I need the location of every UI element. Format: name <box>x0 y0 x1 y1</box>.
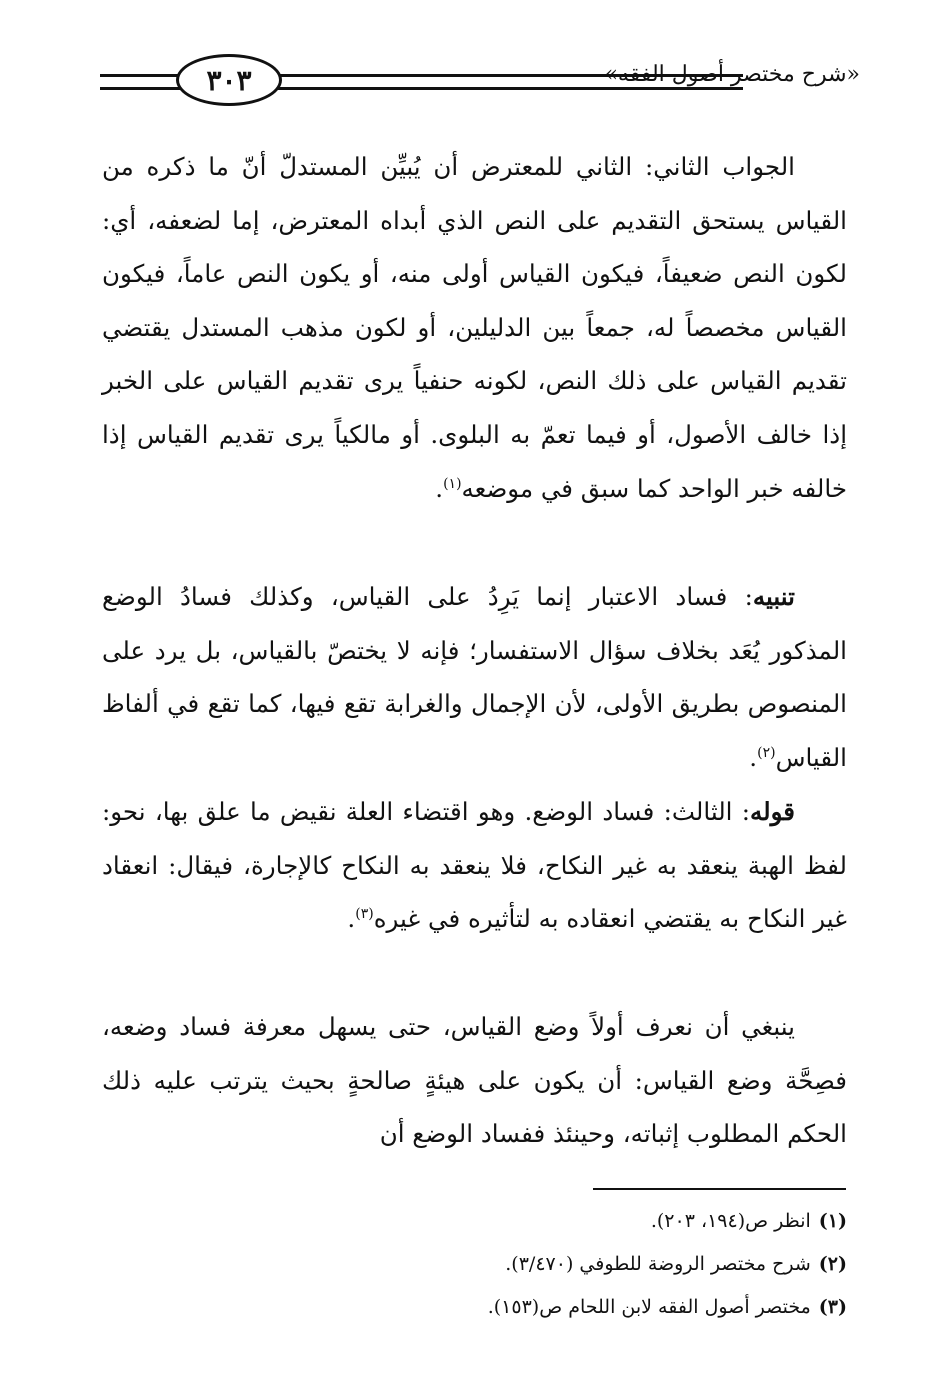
footnote-2 <box>102 1243 847 1286</box>
page-number: ٣٠٣ <box>176 54 282 106</box>
footnotes <box>102 1200 847 1329</box>
footnote-separator <box>593 1188 846 1190</box>
paragraph-3-text: : الثالث: فساد الوضع. وهو اقتضاء العلة نقيض ما علق بها، نحو: لفظ الهبة ينعقد به غير النكاح، فلا ينعقد به النكاح كالإجارة، فيقال: انعقاد غير النكاح به يقتضي انعقاده به لتأثيره في غيره <box>102 797 847 934</box>
paragraph-1 <box>102 140 847 515</box>
paragraph-1-text: الجواب الثاني: الثاني للمعترض أن يُبيِّن المستدلّ أنّ ما ذكره من القياس يستحق التقديم على النص الذي أبداه المعترض، إما لضعفه، أي: لكون النص ضعيفاً، فيكون القياس أولى منه، أو يكون النص عاماً، فيكون القياس مخصصاً له، جمعاً بين الدليلين، أو لكون مذهب المستدل يقتضي تقديم القياس على ذلك النص، لكونه حنفياً يرى تقديم القياس على الخبر إذا خالف الأصول، أو فيما تعمّ به البلوى. أو مالكياً يرى تقديم القياس إذا خالفه خبر الواحد كما سبق في موضعه <box>102 152 847 503</box>
footnote-ref-1: (١) <box>443 475 462 492</box>
header-rule-left <box>100 74 180 90</box>
paragraph-3-lead: قوله <box>750 797 795 826</box>
footnote-ref-3: (٣) <box>355 906 374 923</box>
footnote-1-number: (١) <box>818 1210 847 1232</box>
page-header <box>100 48 860 108</box>
paragraph-1-end: . <box>435 473 444 503</box>
paragraph-2 <box>102 570 847 784</box>
footnote-1-text: انظر ص(١٩٤، ٢٠٣). <box>650 1210 811 1232</box>
paragraph-3-end: . <box>347 904 356 934</box>
footnote-2-text: شرح مختصر الروضة للطوفي (٣/٤٧٠). <box>505 1253 811 1275</box>
running-title: «شرح مختصر أصول الفقه» <box>604 62 860 87</box>
footnote-3-number: (٣) <box>818 1296 847 1318</box>
footnote-ref-2: (٢) <box>757 744 776 761</box>
footnote-3-text: مختصر أصول الفقه لابن اللحام ص(١٥٣). <box>487 1296 811 1318</box>
footnote-1 <box>102 1200 847 1243</box>
paragraph-2-text: : فساد الاعتبار إنما يَرِدُ على القياس، وكذلك فسادُ الوضع المذكور يُعَد بخلاف سؤال الاستفسار؛ فإنه لا يختصّ بالقياس، بل يرد على المنصوص بطريق الأولى، لأن الإجمال والغرابة تقع فيها، كما تقع في ألفاظ القياس <box>102 582 847 772</box>
paragraph-2-lead: تنبيه <box>752 582 795 611</box>
paragraph-3 <box>102 785 847 946</box>
paragraph-2-end: . <box>749 742 758 772</box>
footnote-3 <box>102 1286 847 1329</box>
paragraph-4 <box>102 1000 847 1161</box>
footnote-2-number: (٢) <box>818 1253 847 1275</box>
paragraph-4-text: ينبغي أن نعرف أولاً وضع القياس، حتى يسهل معرفة فساد وضعه، فصِحَّة وضع القياس: أن يكون على هيئةٍ صالحةٍ بحيث يترتب عليه ذلك الحكم المطلوب إثباته، وحينئذ ففساد الوضع أن <box>102 1012 847 1149</box>
